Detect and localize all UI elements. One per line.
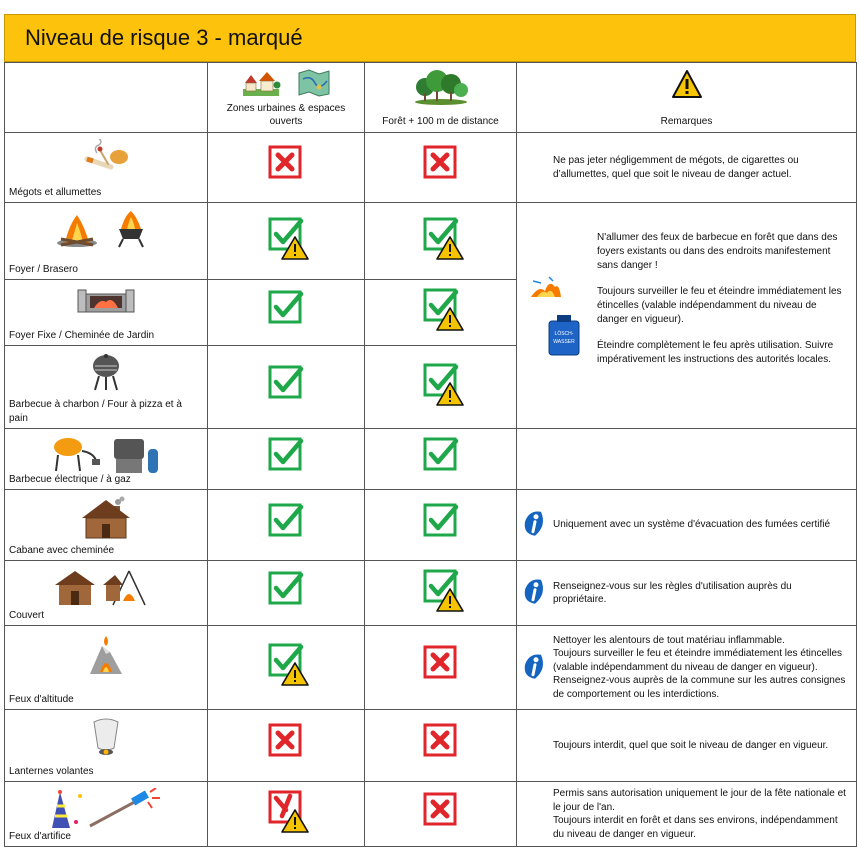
allowed-mark-icon: [268, 571, 304, 607]
activity-label: Feux d'artifice: [9, 830, 71, 842]
forest-status-cell: [365, 203, 517, 280]
warning-icon: [671, 69, 703, 99]
activity-cell: [5, 710, 208, 782]
table-row: [5, 782, 857, 847]
remark-cell: [517, 429, 857, 490]
remark-cell: [517, 710, 857, 782]
risk-matrix-table: [4, 62, 857, 847]
warning-check-mark-icon: [268, 643, 304, 679]
garden-fireplace-icon: [76, 286, 136, 321]
forbidden-mark-icon: [423, 645, 459, 681]
remark-text: Ne pas jeter négligemment de mégots, de cigarettes ou d’allumettes, quel que soit le niveau de danger actuel.: [553, 155, 799, 180]
forbidden-mark-icon: [423, 145, 459, 181]
zones-status-cell: [208, 626, 365, 710]
warning-check-mark-icon: [423, 288, 459, 324]
info-icon: [521, 576, 547, 611]
remark-cell: [517, 626, 857, 710]
title-text: Niveau de risque 3 - marqué: [25, 25, 303, 50]
header-zones-cell: [208, 63, 365, 133]
table-row: [5, 133, 857, 203]
header-zones-label: Zones urbaines & espaces ouverts: [226, 103, 346, 127]
header-remarks-label: Remarques: [660, 115, 713, 127]
activity-cell: [5, 280, 208, 346]
zones-status-cell: [208, 710, 365, 782]
activity-cell: [5, 346, 208, 429]
activity-label: Couvert: [9, 609, 45, 621]
info-icon: [521, 650, 547, 685]
table-row: [5, 429, 857, 490]
allowed-mark-icon: [268, 365, 304, 401]
forest-status-cell: [365, 561, 517, 626]
activity-label: Mégots et allumettes: [9, 186, 102, 198]
activity-cell: [5, 561, 208, 626]
warning-check-mark-icon: [423, 363, 459, 399]
warning-cross-mark-icon: [268, 790, 304, 826]
remark-text: Uniquement avec un système d'évacuation des fumées certifié: [553, 519, 831, 531]
zones-status-cell: [208, 490, 365, 561]
forest-status-cell: [365, 133, 517, 203]
remark-cell: [517, 561, 857, 626]
forest-status-cell: [365, 782, 517, 847]
allowed-mark-icon: [423, 437, 459, 473]
remark-cell: [517, 490, 857, 561]
activity-cell: [5, 429, 208, 490]
allowed-mark-icon: [268, 503, 304, 539]
zones-status-cell: [208, 280, 365, 346]
activity-label: Cabane avec cheminée: [9, 544, 115, 556]
remark-cell: [517, 782, 857, 847]
remark-paragraph: Toujours surveiller le feu et éteindre immédiatement les étincelles (valable indépendamment du niveau de danger en vigueur).: [597, 286, 842, 325]
forbidden-mark-icon: [423, 792, 459, 828]
zones-status-cell: [208, 203, 365, 280]
sky-lantern-icon: [88, 716, 124, 763]
activity-label: Lanternes volantes: [9, 765, 94, 777]
sparks-fire-icon: [529, 275, 563, 306]
allowed-mark-icon: [268, 290, 304, 326]
forbidden-mark-icon: [268, 145, 304, 181]
forest-status-cell: [365, 346, 517, 429]
altitude-fire-icon: [88, 632, 124, 681]
charcoal-grill-icon: [89, 352, 123, 397]
cabin-chimney-icon: [78, 496, 134, 545]
shelter-icon: [51, 567, 161, 612]
activity-cell: [5, 626, 208, 710]
remark-text: Nettoyer les alentours de tout matériau inflammable. Toujours surveiller le feu et éteindre immédiatement les étincelles (valable indépendamment du niveau de danger en vigueur). Renseignez-vous auprès de la commune sur les autres consignes de comportement ou les interdictions.: [553, 634, 846, 700]
activity-cell: [5, 203, 208, 280]
forest-status-cell: [365, 280, 517, 346]
remark-paragraph: Éteindre complètement le feu après utilisation. Suivre impérativement les instructions des autorités locales.: [597, 340, 834, 365]
cigarette-match-icon: [81, 139, 131, 178]
activity-cell: [5, 133, 208, 203]
allowed-mark-icon: [423, 503, 459, 539]
zones-status-cell: [208, 133, 365, 203]
forest-status-cell: [365, 626, 517, 710]
activity-label: Barbecue à charbon / Four à pizza et à pain: [9, 399, 182, 424]
remark-cell: [517, 133, 857, 203]
remark-text: Renseignez-vous sur les règles d'utilisation auprès du propriétaire.: [553, 580, 792, 605]
activity-cell: [5, 782, 208, 847]
activity-label: Foyer / Brasero: [9, 263, 78, 275]
activity-label: Foyer Fixe / Cheminée de Jardin: [9, 329, 155, 341]
header-row: [5, 63, 857, 133]
forbidden-mark-icon: [268, 723, 304, 759]
header-forest-label: Forêt + 100 m de distance: [382, 115, 499, 127]
forest-status-cell: [365, 429, 517, 490]
campfire-brazier-icon: [51, 209, 161, 254]
can-label-1: LÖSCH-: [554, 331, 574, 337]
header-forest-cell: [365, 63, 517, 133]
activity-cell: [5, 490, 208, 561]
village-icon: [241, 69, 281, 97]
info-icon: [521, 508, 547, 543]
table-row: [5, 626, 857, 710]
fire-remark-cell: [517, 203, 857, 429]
header-activity-cell: [5, 63, 208, 133]
forest-status-cell: [365, 490, 517, 561]
table-row: [5, 710, 857, 782]
forbidden-mark-icon: [423, 723, 459, 759]
remark-text: Permis sans autorisation uniquement le jour de la fête nationale et le jour de l'an. Toujours interdit en forêt et dans ses environs, indépendamment du niveau de danger en vigueur.: [553, 788, 846, 840]
activity-label: Feux d'altitude: [9, 693, 74, 705]
table-row: [5, 203, 857, 280]
table-row: [5, 561, 857, 626]
activity-label: Barbecue électrique / à gaz: [9, 473, 131, 485]
warning-check-mark-icon: [423, 569, 459, 605]
forest-status-cell: [365, 710, 517, 782]
remark-text: Toujours interdit, quel que soit le niveau de danger en vigueur.: [553, 739, 829, 751]
remark-paragraph: N'allumer des feux de barbecue en forêt que dans des foyers existants ou dans des endroits manifestement sans danger !: [597, 232, 838, 271]
zones-status-cell: [208, 561, 365, 626]
can-label-2: WASSER: [553, 339, 575, 345]
zones-status-cell: [208, 346, 365, 429]
warning-check-mark-icon: [268, 217, 304, 253]
zones-status-cell: [208, 782, 365, 847]
map-icon: [297, 69, 331, 97]
zones-status-cell: [208, 429, 365, 490]
page-title: [4, 14, 856, 62]
forest-icon: [413, 69, 469, 105]
header-remarks-cell: [517, 63, 857, 133]
allowed-mark-icon: [268, 437, 304, 473]
warning-check-mark-icon: [423, 217, 459, 253]
extinguishing-water-can-icon: [547, 313, 581, 362]
table-row: [5, 490, 857, 561]
